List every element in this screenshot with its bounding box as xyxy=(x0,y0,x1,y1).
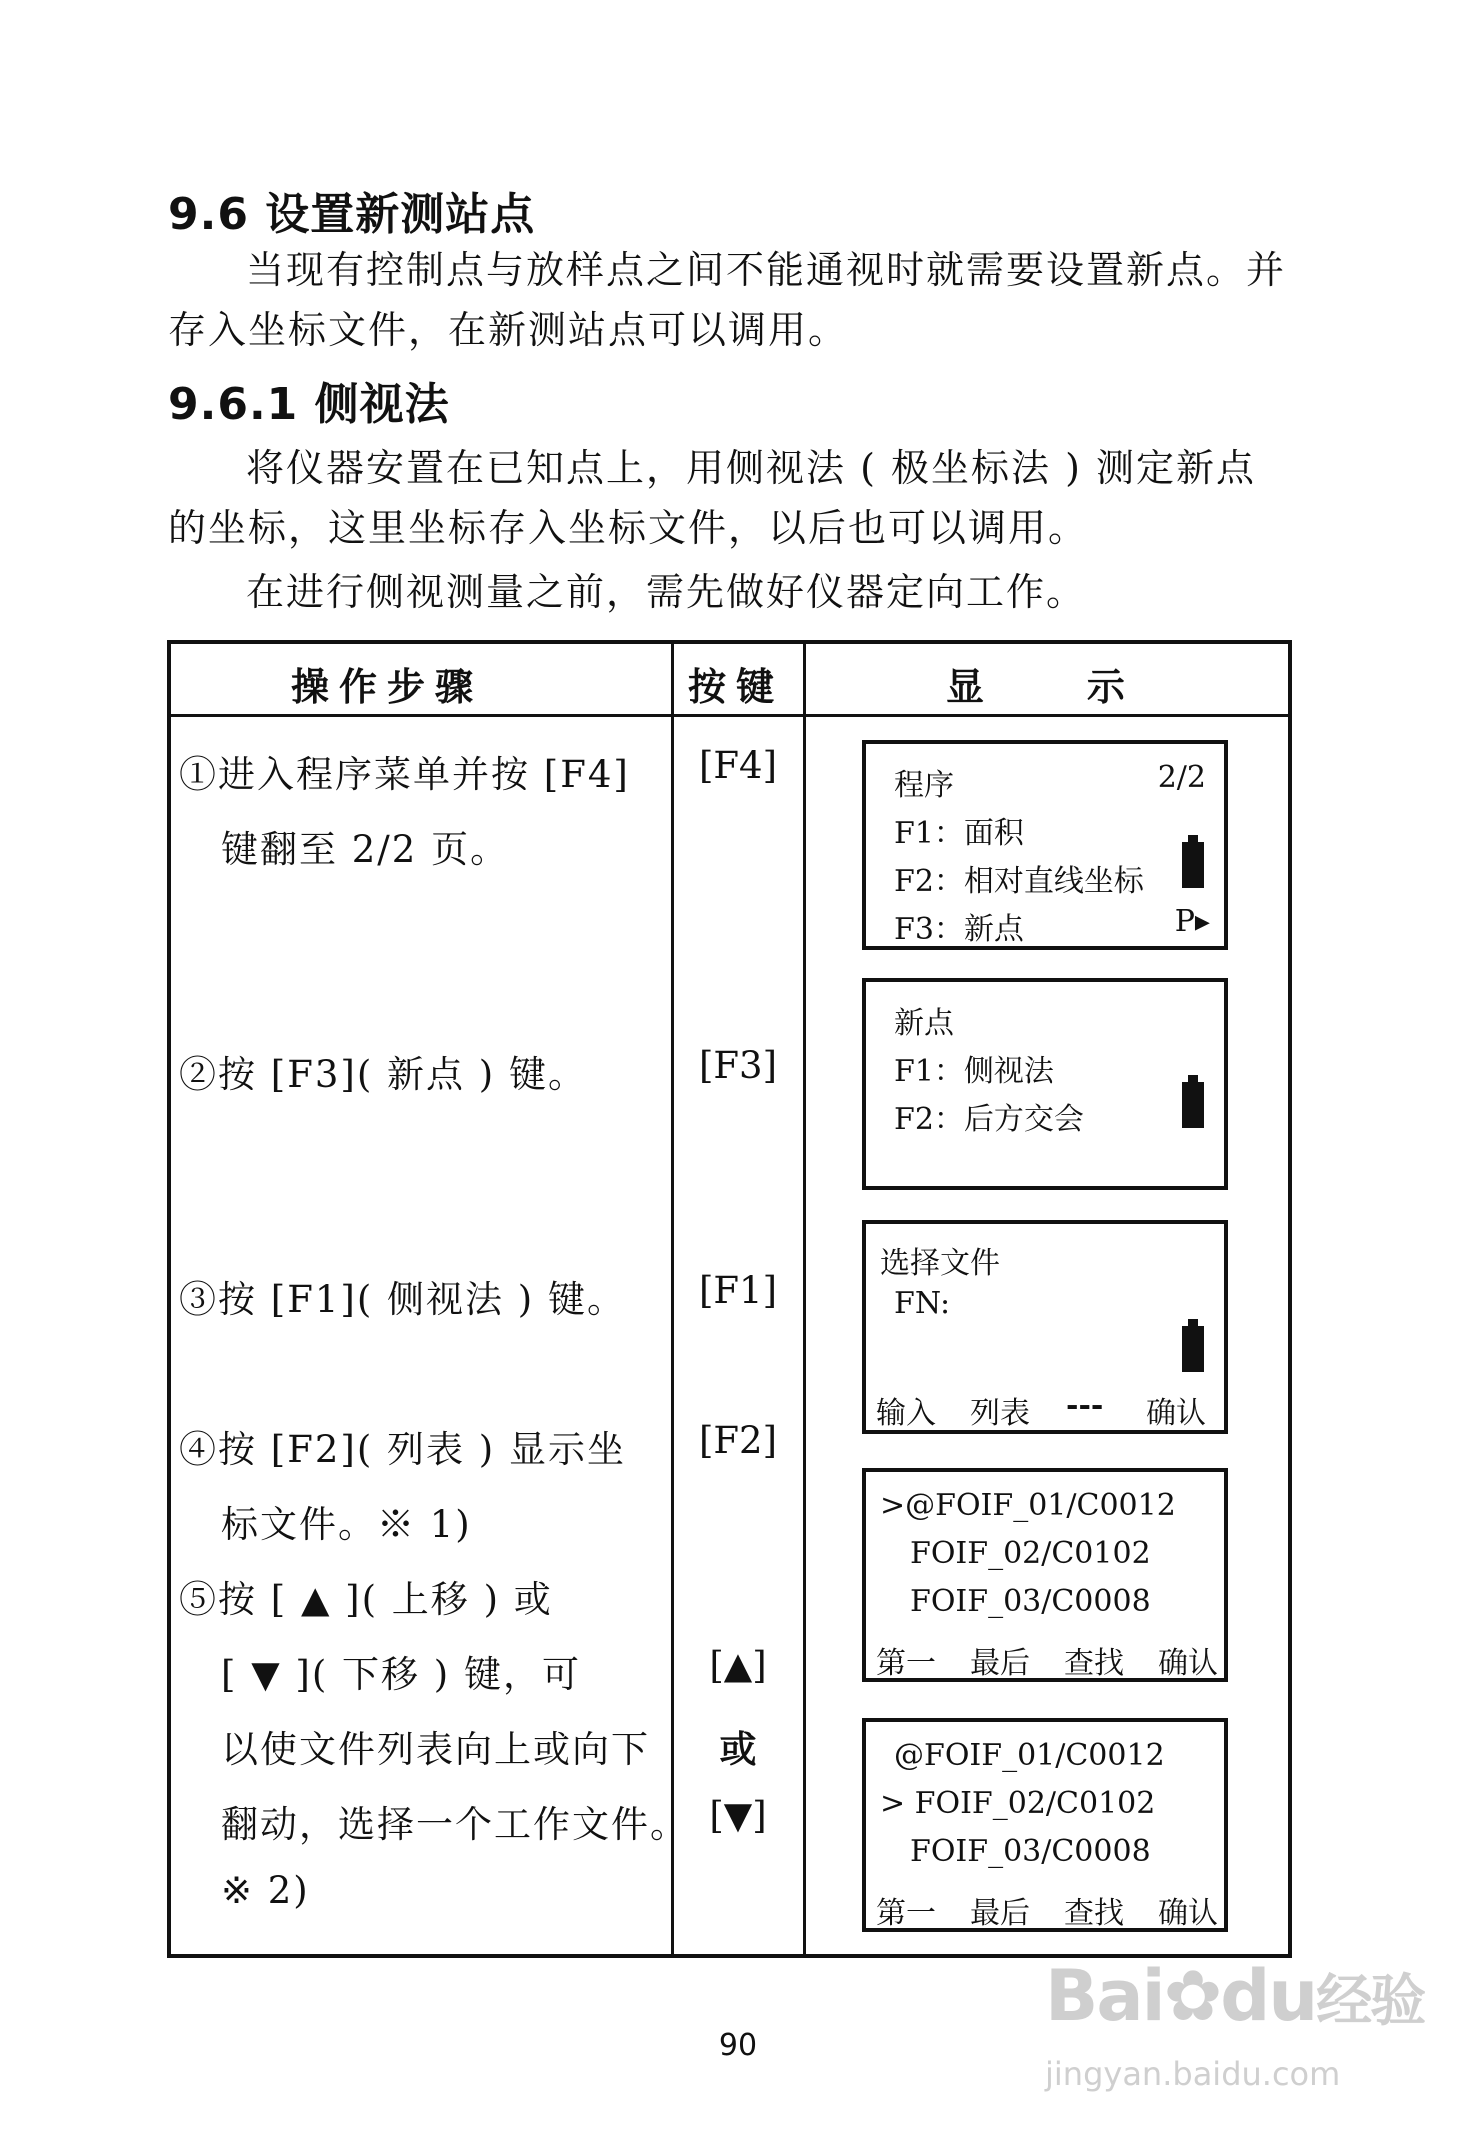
step-2: ②按 [F3]( 新点 ) 键。 xyxy=(179,1053,587,1096)
paragraph-2-line-2: 的坐标，这里坐标存入坐标文件，以后也可以调用。 xyxy=(168,506,1089,550)
screen-file-list-2 xyxy=(862,1718,1228,1932)
screen-4-row-3: FOIF_03/C0008 xyxy=(910,1584,1151,1619)
key-f3: [F3] xyxy=(698,1044,778,1087)
section-heading-9-6-1: 9.6.1 侧视法 xyxy=(168,379,450,430)
screen-1-more: P▸ xyxy=(1174,904,1210,939)
step-5-line-3: 以使文件列表向上或向下 xyxy=(221,1728,650,1771)
screen-5-row-1: @FOIF_01/C0012 xyxy=(894,1738,1165,1773)
battery-icon xyxy=(1182,1326,1204,1372)
paragraph-2-line-1: 将仪器安置在已知点上，用侧视法 ( 极坐标法 ) 测定新点 xyxy=(246,446,1256,490)
key-f2: [F2] xyxy=(698,1419,778,1462)
key-down: [▼] xyxy=(709,1794,767,1837)
screen-4-row-2: FOIF_02/C0102 xyxy=(910,1536,1151,1571)
key-or: 或 xyxy=(719,1727,757,1771)
screen-1-title: 程序 xyxy=(894,768,954,803)
step-1-line-2: 键翻至 2/2 页。 xyxy=(221,828,510,871)
header-keys: 按键 xyxy=(688,665,785,709)
watermark-brand: Bai xyxy=(1045,1955,1164,2037)
paw-icon: ✿ xyxy=(1163,1955,1221,2037)
watermark-brand-2: du xyxy=(1220,1955,1317,2037)
watermark-brand-cn: 经验 xyxy=(1316,1969,1425,2034)
paragraph-1-line-1: 当现有控制点与放样点之间不能通视时就需要设置新点。并 xyxy=(246,248,1287,292)
softkey-find: 查找 xyxy=(1064,1896,1124,1931)
battery-icon xyxy=(1182,842,1204,888)
step-5-line-4: 翻动，选择一个工作文件。 xyxy=(221,1803,689,1846)
softkey-blank: --- xyxy=(1066,1388,1104,1423)
step-5-line-2: [ ▼ ]( 下移 ) 键，可 xyxy=(221,1653,582,1696)
screen-select-file xyxy=(862,1220,1228,1434)
header-divider xyxy=(171,714,1288,717)
softkey-confirm: 确认 xyxy=(1146,1396,1206,1431)
step-1-line-1: ①进入程序菜单并按 [F4] xyxy=(179,753,630,796)
screen-1-page: 2/2 xyxy=(1157,760,1206,795)
page-number: 90 xyxy=(718,2028,758,2063)
screen-3-title: 选择文件 xyxy=(880,1246,1000,1281)
screen-5-row-3: FOIF_03/C0008 xyxy=(910,1834,1151,1869)
screen-2-line-2: F2：后方交会 xyxy=(894,1102,1084,1137)
screen-5-row-2: > FOIF_02/C0102 xyxy=(880,1786,1156,1821)
softkey-find: 查找 xyxy=(1064,1646,1124,1681)
softkey-input: 输入 xyxy=(876,1396,936,1431)
softkey-confirm: 确认 xyxy=(1158,1646,1218,1681)
softkey-last: 最后 xyxy=(970,1646,1030,1681)
paragraph-1-line-2: 存入坐标文件，在新测站点可以调用。 xyxy=(168,308,849,352)
step-4-line-2: 标文件。※ 1) xyxy=(221,1503,472,1546)
paragraph-3: 在进行侧视测量之前，需先做好仪器定向工作。 xyxy=(246,570,1087,614)
battery-icon xyxy=(1182,1082,1204,1128)
softkey-confirm: 确认 xyxy=(1158,1896,1218,1931)
screen-1-line-3: F3：新点 xyxy=(894,912,1024,947)
screen-program-menu xyxy=(862,740,1228,950)
step-4-line-1: ④按 [F2]( 列表 ) 显示坐 xyxy=(179,1428,626,1471)
screen-2-title: 新点 xyxy=(894,1006,954,1041)
screen-3-fn: FN: xyxy=(894,1286,951,1321)
screen-new-point xyxy=(862,978,1228,1190)
softkey-last: 最后 xyxy=(970,1896,1030,1931)
key-f1: [F1] xyxy=(698,1269,778,1312)
screen-1-line-2: F2：相对直线坐标 xyxy=(894,864,1144,899)
screen-2-line-1: F1：侧视法 xyxy=(894,1054,1054,1089)
key-f4: [F4] xyxy=(698,744,778,787)
screen-file-list-1 xyxy=(862,1468,1228,1682)
screen-4-row-1: >@FOIF_01/C0012 xyxy=(880,1488,1176,1523)
softkey-first: 第一 xyxy=(876,1646,936,1681)
key-up: [▲] xyxy=(709,1644,767,1687)
section-heading-9-6: 9.6 设置新测站点 xyxy=(168,189,536,240)
column-divider-2 xyxy=(803,644,806,1954)
watermark-logo xyxy=(1045,1955,1424,2037)
header-steps: 操作步骤 xyxy=(291,665,484,709)
watermark-url: jingyan.baidu.com xyxy=(1045,2055,1341,2093)
softkey-first: 第一 xyxy=(876,1896,936,1931)
step-3: ③按 [F1]( 侧视法 ) 键。 xyxy=(179,1278,626,1321)
header-display: 显 示 xyxy=(946,665,1135,709)
softkey-list: 列表 xyxy=(970,1396,1030,1431)
screen-1-line-1: F1：面积 xyxy=(894,816,1024,851)
step-5-line-1: ⑤按 [ ▲ ]( 上移 ) 或 xyxy=(179,1578,553,1621)
step-5-line-5: ※ 2) xyxy=(221,1869,310,1912)
